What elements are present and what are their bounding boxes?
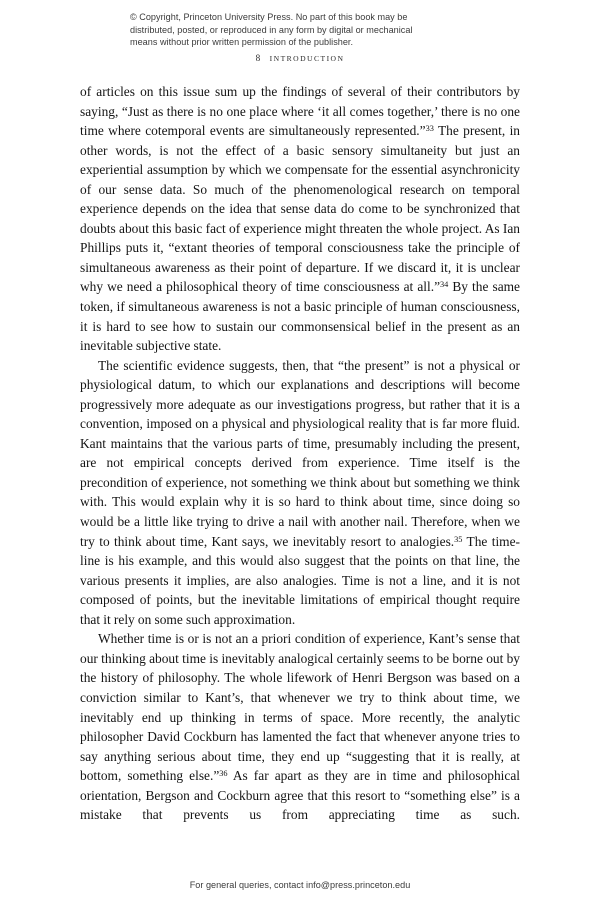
footnote-reference[interactable]: 35: [454, 534, 463, 544]
running-head-title: INTRODUCTION: [269, 54, 345, 63]
body-paragraph: [80, 356, 520, 630]
body-paragraph: [80, 629, 520, 844]
body-text-run: As far apart as they are in time and philosophical orientation, Bergson and Cockburn agree that this resort to “something else” is a mistake that prevents us from appreciating time as such.: [80, 768, 521, 823]
body-text-run: The scientific evidence suggests, then, that “the present” is not a physical or physiological datum, to which our explanations and descriptions will become progressively more adequate as our investigations progress, but rather that it is a convention, imposed on a physical and physiological reality that is far more fluid. Kant maintains that the various parts of time, presumably including the present, are not empirical concepts derived from experience. Time itself is the precondition of experience, not something we think about but something we think with. This would explain why it is so hard to think about time, since doing so would be a little like trying to drive a nail with another nail. Therefore, when we try to think about time, Kant says, we inevitably resort to analogies.: [80, 357, 520, 549]
body-text-block: [80, 82, 520, 844]
copyright-notice: [130, 11, 478, 49]
footnote-reference[interactable]: 33: [425, 124, 434, 134]
running-head: [0, 53, 600, 63]
body-text-run: Whether time is or is not an a priori condition of experience, Kant’s sense that our thinking about time is inevitably analogical certainly seems to be borne out by the history of philosophy. The whole lifework of Henri Bergson was based on a conviction similar to Kant’s, that whenever we try to think about time, we inevitably end up thinking in terms of space. More recently, the analytic philosopher David Cockburn has lamented the fact that whenever anyone tries to say anything serious about time, they end up “suggesting that it is really, at bottom, something else.”: [80, 631, 520, 784]
body-text-run: of articles on this issue sum up the findings of several of their contributors by saying, “Just as there is no one place where ‘it all comes together,’ there is no one time where cotemporal events are simultaneously represented.”: [80, 84, 520, 139]
body-text-run: By the same token, if simultaneous awareness is not a basic principle of human consciousness, it is hard to see how to sustain our commonsensical belief in the present as an inevitable subjective state.: [80, 279, 520, 354]
copyright-line-2: distributed, posted, or reproduced in any form by digital or mechanical: [130, 24, 413, 35]
page-number: 8: [255, 53, 261, 63]
copyright-line-1: © Copyright, Princeton University Press. No part of this book may be: [130, 12, 408, 22]
copyright-line-3: means without prior written permission of the publisher.: [130, 37, 354, 48]
page-footer: For general queries, contact info@press.princeton.edu: [189, 880, 411, 890]
body-text-run: The time-line is his example, and this would also suggest that the points on that line, the various presents it implies, are also analogies. Time is not a line, and it is not composed of points, but the inevitable limitations of empirical thought require that it rely on some such approximation.: [80, 533, 520, 627]
footnote-reference[interactable]: 36: [219, 769, 228, 779]
body-paragraph: [80, 82, 520, 356]
footnote-reference[interactable]: 34: [440, 280, 449, 290]
body-text-run: The present, in other words, is not the effect of a basic sensory simultaneity but just an experiential assumption by which we compensate for the essential asynchronicity of our sense data. So much of the phenomenological research on temporal experience depends on the idea that sense data do come to be synchronized that doubts about this basic fact of experience might threaten the whole project. As Ian Phillips puts it, “extant theories of temporal consciousness take the principle of simultaneous awareness as their point of departure. If we discard it, it is unclear why we need a philosophical theory of time consciousness at all.”: [80, 123, 520, 295]
